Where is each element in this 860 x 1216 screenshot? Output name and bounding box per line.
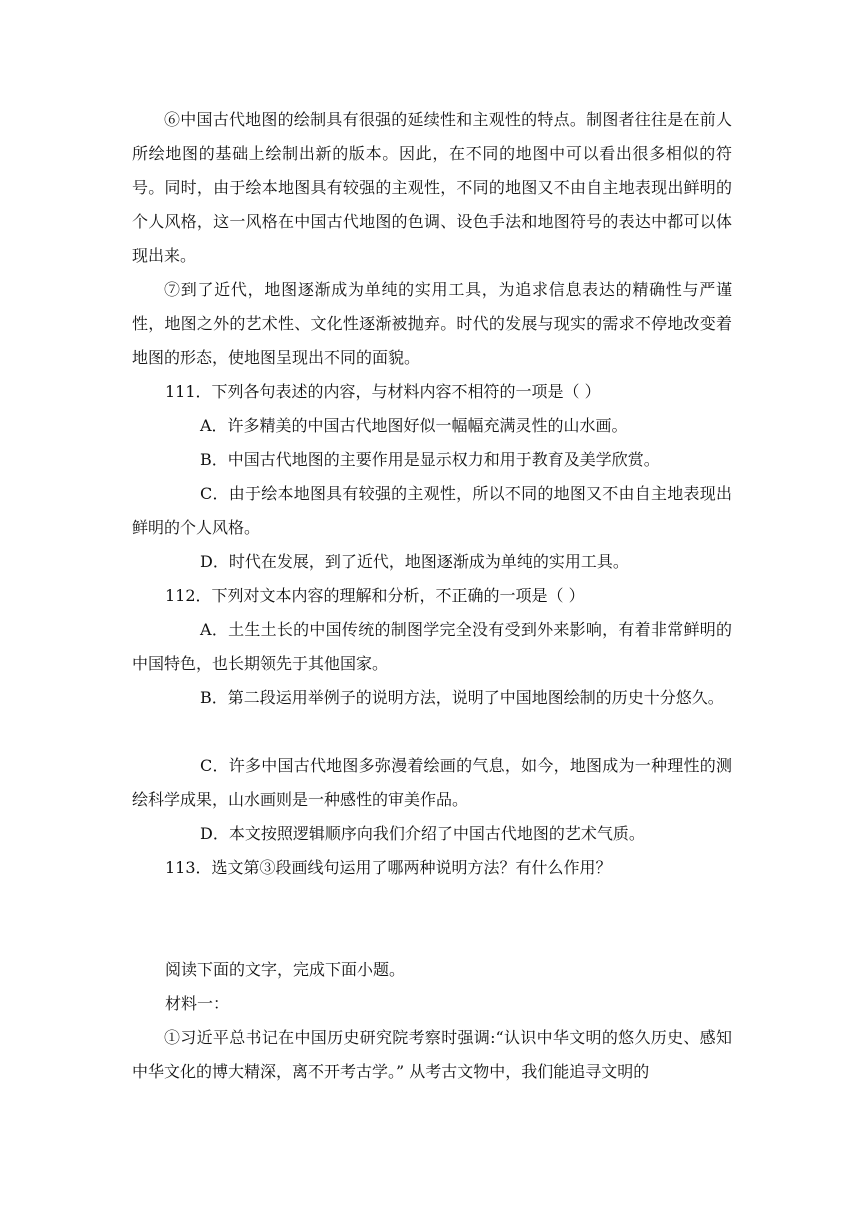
reading-instruction: 阅读下面的文字，完成下面小题。	[165, 960, 406, 979]
question-111-option-d: D．时代在发展，到了近代，地图逐渐成为单纯的实用工具。	[200, 552, 629, 571]
paragraph-7: ⑦到了近代，地图逐渐成为单纯的实用工具，为追求信息表达的精确性与严谨性，地图之外的艺术性、文化性逐渐被抛弃。时代的发展与现实的需求不停地改变着地图的形态，使地图呈现出不同的面貌。	[132, 280, 732, 367]
question-112-stem: 112．下列对文本内容的理解和分析，不正确的一项是（ ）	[165, 586, 585, 605]
question-111-stem: 111．下列各句表述的内容，与材料内容不相符的一项是（ ）	[165, 382, 601, 401]
question-111-option-a: A．许多精美的中国古代地图好似一幅幅充满灵性的山水画。	[200, 416, 628, 435]
question-112-option-c: C．许多中国古代地图多弥漫着绘画的气息，如今，地图成为一种理性的测绘科学成果，山水画则是一种感性的审美作品。	[132, 756, 732, 809]
paragraph-6: ⑥中国古代地图的绘制具有很强的延续性和主观性的特点。制图者往往是在前人所绘地图的基础上绘制出新的版本。因此，在不同的地图中可以看出很多相似的符号。同时，由于绘本地图具有较强的主观性，不同的地图又不由自主地表现出鲜明的个人风格，这一风格在中国古代地图的色调、设色手法和地图符号的表达中都可以体现出来。	[132, 110, 732, 265]
question-111-option-b: B．中国古代地图的主要作用是显示权力和用于教育及美学欣赏。	[200, 450, 660, 469]
material-paragraph-1: ①习近平总书记在中国历史研究院考察时强调:“认识中华文明的悠久历史、感知中华文化的博大精深，离不开考古学。” 从考古文物中，我们能追寻文明的	[132, 1028, 732, 1081]
question-111-option-c: C．由于绘本地图具有较强的主观性，所以不同的地图又不由自主地表现出鲜明的个人风格。	[132, 484, 732, 537]
question-112-option-d: D．本文按照逻辑顺序向我们介绍了中国古代地图的艺术气质。	[200, 824, 645, 843]
question-113-stem: 113．选文第③段画线句运用了哪两种说明方法？有什么作用？	[165, 858, 612, 877]
material-label: 材料一：	[165, 994, 230, 1013]
question-112-option-a: A．土生土长的中国传统的制图学完全没有受到外来影响，有着非常鲜明的中国特色，也长期领先于其他国家。	[132, 620, 732, 673]
question-112-option-b: B．第二段运用举例子的说明方法，说明了中国地图绘制的历史十分悠久。	[200, 688, 724, 707]
